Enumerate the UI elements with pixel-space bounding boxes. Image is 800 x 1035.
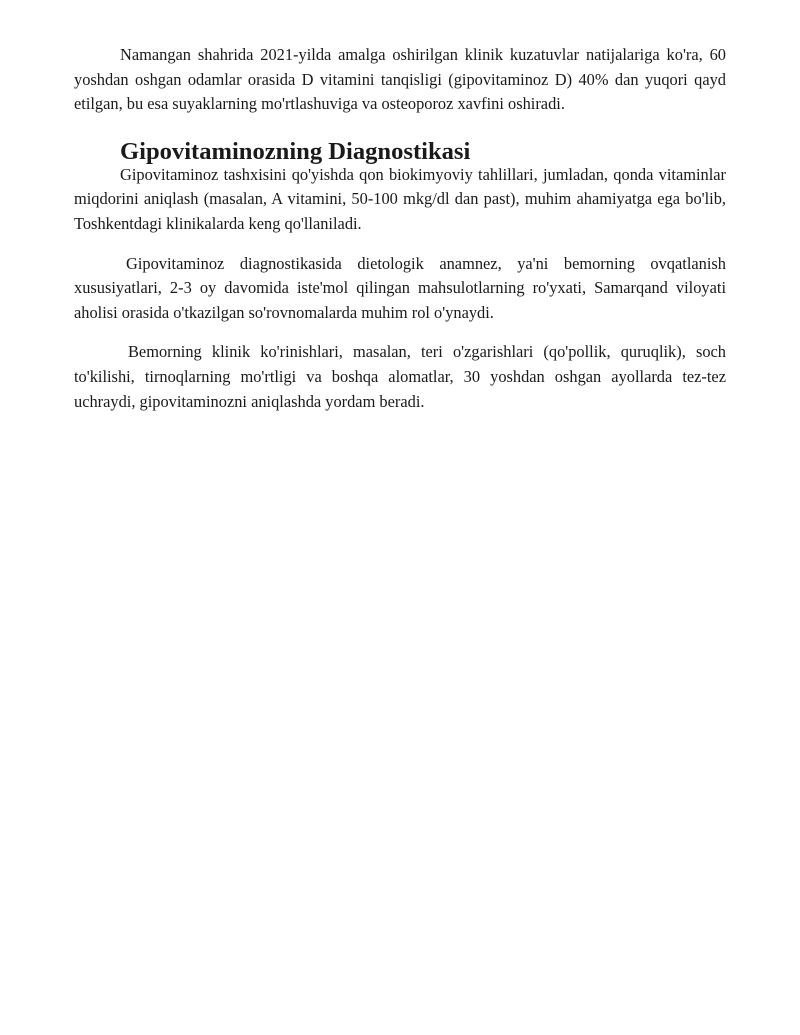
document-page xyxy=(74,43,726,414)
section-heading: Gipovitaminozning Diagnostikasi xyxy=(120,137,471,165)
diagnostics-paragraph-1: Gipovitaminoz tashxisini qo'yishda qon biokimyoviy tahlillari, jumladan, qonda vitaminlar miqdorini aniqlash (masalan, A vitamini, 50-100 mkg/dl dan past), muhim ahamiyatga ega bo'lib, Toshkentdagi klinikalarda keng qo'llaniladi. xyxy=(74,164,726,233)
intro-paragraph: Namangan shahrida 2021-yilda amalga oshirilgan klinik kuzatuvlar natijalariga ko'ra, 60 yoshdan oshgan odamlar orasida D vitamini tanqisligi (gipovitaminoz D) 40% dan yuqori qayd etilgan, bu esa suyaklarning mo'rtlashuviga va osteoporoz xavfini oshiradi. xyxy=(74,45,726,114)
diagnostics-paragraph-2: Gipovitaminoz diagnostikasida dietologik anamnez, ya'ni bemorning ovqatlanish xususiyatlari, 2-3 oy davomida iste'mol qilingan mahsulotlarning ro'yxati, Samarqand viloyati aholisi orasida o'tkazilgan so'rovnomalarda muhim rol o'ynaydi. xyxy=(74,253,726,322)
diagnostics-paragraph-3: Bemorning klinik ko'rinishlari, masalan, teri o'zgarishlari (qo'pollik, quruqlik), soch to'kilishi, tirnoqlarning mo'rtligi va boshqa alomatlar, 30 yoshdan oshgan ayollarda tez-tez uchraydi, gipovitaminozni aniqlashda yordam beradi. xyxy=(74,342,726,411)
